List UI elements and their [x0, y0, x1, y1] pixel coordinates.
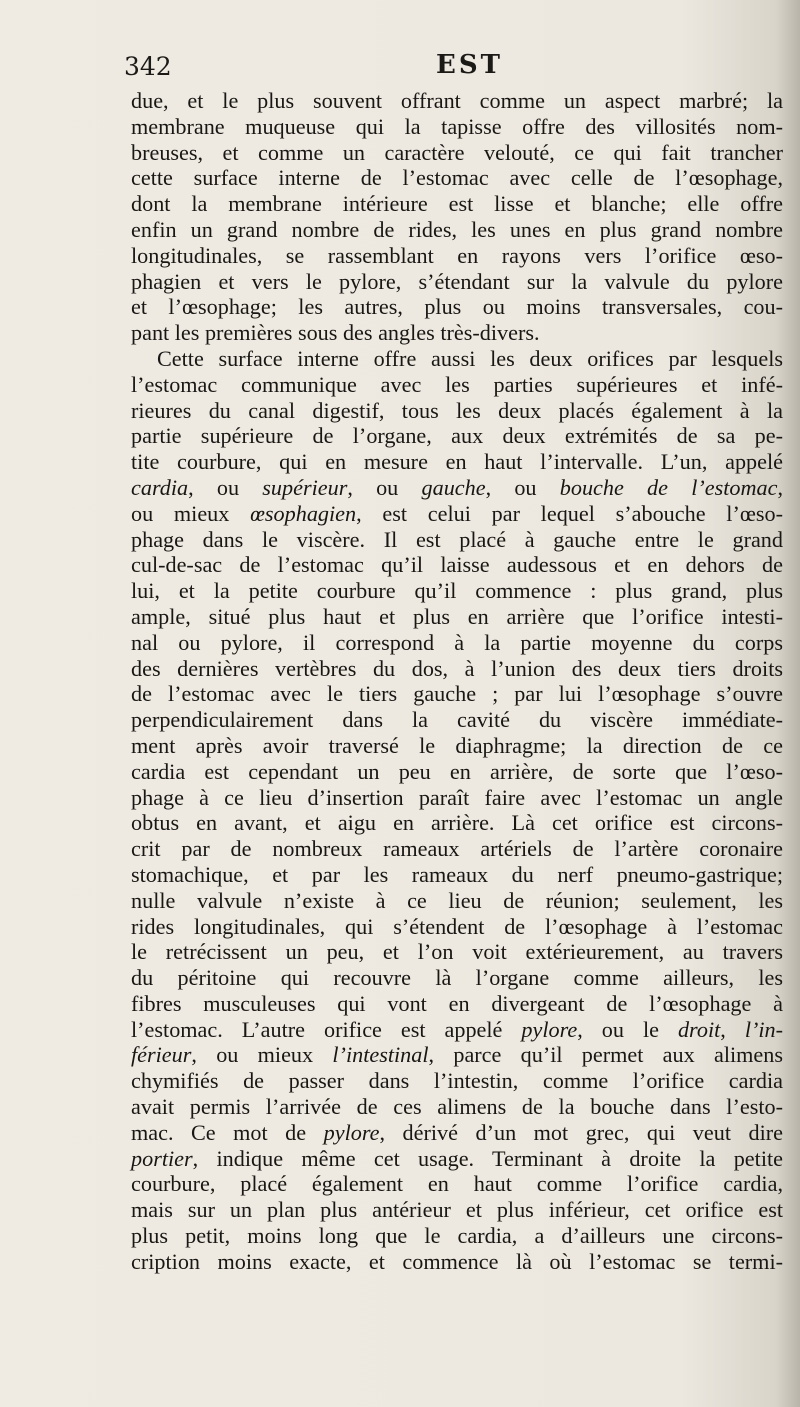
text-run: stomachique, et par les rameaux du nerf pneumo-gastrique;: [131, 861, 783, 887]
text-line: [131, 939, 783, 965]
text-line: [131, 1068, 783, 1094]
text-run: ample, situé plus haut et plus en arrière que l’orifice intesti-: [131, 603, 783, 629]
text-run: ou mieux: [131, 500, 251, 526]
text-line: [131, 1094, 783, 1120]
italic-term: l’in-: [744, 1016, 784, 1042]
text-run: dont la membrane intérieure est lisse et blanche; elle offre: [131, 191, 783, 217]
text-line: [131, 1197, 783, 1223]
text-run: breuses, et comme un caractère velouté, ce qui fait trancher: [131, 139, 783, 165]
text-run: avait permis l’arrivée de ces alimens de la bouche dans l’esto-: [131, 1094, 783, 1120]
text-line: [131, 810, 783, 836]
italic-term: férieur: [131, 1042, 192, 1068]
text-line: [131, 88, 783, 114]
text-run: , dérivé d’un mot grec, qui veut dire: [379, 1119, 783, 1145]
text-line: [131, 501, 783, 527]
text-run: cardia est cependant un peu en arrière, de sorte que l’œso-: [131, 758, 783, 784]
text-line: [131, 243, 783, 269]
text-line: [131, 294, 783, 320]
text-run: , indique même cet usage. Terminant à droite la petite: [192, 1145, 783, 1171]
page-header: [0, 50, 800, 84]
text-line: [131, 423, 783, 449]
text-run: , ou le: [577, 1016, 678, 1042]
text-run: , ou: [485, 474, 560, 500]
text-line: [131, 604, 783, 630]
text-line: [131, 681, 783, 707]
italic-term: supérieur: [262, 474, 348, 500]
text-line: [131, 1249, 783, 1275]
text-line: [131, 114, 783, 140]
text-run: plus petit, moins long que le cardia, a d’ailleurs une circons-: [131, 1223, 783, 1249]
italic-term: pylore: [323, 1119, 380, 1145]
italic-term: œsophagien: [250, 500, 357, 526]
text-run: courbure, placé également en haut comme l’orifice cardia,: [131, 1171, 783, 1197]
text-run: , ou: [188, 474, 263, 500]
italic-term: pylore: [521, 1016, 578, 1042]
page-number: 342: [124, 52, 172, 81]
text-line: [131, 1223, 783, 1249]
text-line: [131, 785, 783, 811]
italic-term: droit: [677, 1016, 721, 1042]
text-run: nulle valvule n’existe à ce lieu de réunion; seulement, les: [131, 887, 783, 913]
text-run: Cette surface interne offre aussi les deux orifices par lesquels: [157, 345, 783, 371]
text-run: lui, et la petite courbure qu’il commence : plus grand, plus: [131, 578, 783, 604]
text-line: [131, 449, 783, 475]
text-run: cette surface interne de l’estomac avec celle de l’œsophage,: [131, 165, 783, 191]
text-run: chymifiés de passer dans l’intestin, comme l’orifice cardia: [131, 1068, 783, 1094]
text-run: rieures du canal digestif, tous les deux placés également à la: [131, 397, 783, 423]
text-line: [131, 1171, 783, 1197]
text-line: [131, 346, 783, 372]
text-run: longitudinales, se rassemblant en rayons vers l’orifice œso-: [131, 242, 783, 268]
page-body-text: [131, 88, 783, 1275]
italic-term: bouche de l’estomac: [559, 474, 778, 500]
text-run: obtus en avant, et aigu en arrière. Là cet orifice est circons-: [131, 810, 783, 836]
text-run: phage dans le viscère. Il est placé à gauche entre le grand: [131, 526, 783, 552]
italic-term: cardia: [131, 474, 189, 500]
text-run: , parce qu’il permet aux alimens: [428, 1042, 783, 1068]
text-line: [131, 991, 783, 1017]
text-line: [131, 888, 783, 914]
text-line: [131, 191, 783, 217]
text-line: [131, 733, 783, 759]
italic-term: l’intestinal: [332, 1042, 429, 1068]
text-run: , ou: [347, 474, 422, 500]
text-run: phagien et vers le pylore, s’étendant sur la valvule du pylore: [131, 268, 783, 294]
text-line: [131, 707, 783, 733]
text-run: , est celui par lequel s’abouche l’œso-: [356, 500, 783, 526]
text-run: , ou mieux: [191, 1042, 333, 1068]
text-run: phage à ce lieu d’insertion paraît faire avec l’estomac un angle: [131, 784, 783, 810]
text-line: [131, 578, 783, 604]
text-line: [131, 165, 783, 191]
text-run: des dernières vertèbres du dos, à l’union des deux tiers droits: [131, 655, 783, 681]
text-run: due, et le plus souvent offrant comme un aspect marbré; la: [131, 88, 783, 113]
text-line: [131, 552, 783, 578]
text-line: [131, 320, 783, 346]
text-run: et l’œsophage; les autres, plus ou moins transversales, cou-: [131, 294, 783, 320]
text-line: [131, 140, 783, 166]
text-line: [131, 656, 783, 682]
text-run: membrane muqueuse qui la tapisse offre des villosités nom-: [131, 113, 783, 139]
text-run: mais sur un plan plus antérieur et plus inférieur, cet orifice est: [131, 1197, 783, 1223]
text-line: [131, 1120, 783, 1146]
text-run: partie supérieure de l’organe, aux deux extrémités de sa pe-: [131, 423, 783, 449]
text-run: le retrécissent un peu, et l’on voit extérieurement, au travers: [131, 939, 783, 965]
text-run: ,: [720, 1016, 745, 1042]
text-run: perpendiculairement dans la cavité du viscère immédiate-: [131, 707, 783, 733]
text-line: [131, 372, 783, 398]
text-run: cription moins exacte, et commence là où l’estomac se termi-: [131, 1248, 783, 1274]
text-line: [131, 965, 783, 991]
text-run: l’estomac communique avec les parties supérieures et infé-: [131, 371, 783, 397]
text-run: du péritoine qui recouvre là l’organe comme ailleurs, les: [131, 965, 783, 991]
text-run: pant les premières sous des angles très-divers.: [131, 320, 540, 346]
text-line: [131, 862, 783, 888]
text-run: mac. Ce mot de: [131, 1119, 324, 1145]
text-run: fibres musculeuses qui vont en divergeant de l’œsophage à: [131, 990, 783, 1016]
text-line: [131, 1042, 783, 1068]
text-run: rides longitudinales, qui s’étendent de l’œsophage à l’estomac: [131, 913, 783, 939]
text-line: [131, 269, 783, 295]
italic-term: portier: [131, 1145, 193, 1171]
text-run: de l’estomac avec le tiers gauche ; par lui l’œsophage s’ouvre: [131, 681, 783, 707]
text-run: enfin un grand nombre de rides, les unes en plus grand nombre: [131, 216, 783, 242]
text-line: [131, 527, 783, 553]
text-line: [131, 398, 783, 424]
running-head: EST: [436, 50, 503, 80]
text-line: [131, 475, 783, 501]
text-run: crit par de nombreux rameaux artériels de l’artère coronaire: [131, 836, 783, 862]
text-line: [131, 836, 783, 862]
text-line: [131, 630, 783, 656]
text-run: ,: [777, 474, 784, 500]
text-run: cul-de-sac de l’estomac qu’il laisse audessous et en dehors de: [131, 552, 783, 578]
italic-term: gauche: [421, 474, 486, 500]
text-line: [131, 759, 783, 785]
text-line: [131, 1017, 783, 1043]
text-line: [131, 914, 783, 940]
text-run: l’estomac. L’autre orifice est appelé: [131, 1016, 522, 1042]
text-run: ment après avoir traversé le diaphragme; la direction de ce: [131, 732, 783, 758]
text-run: tite courbure, qui en mesure en haut l’intervalle. L’un, appelé: [131, 449, 783, 475]
text-run: nal ou pylore, il correspond à la partie moyenne du corps: [131, 629, 783, 655]
text-line: [131, 217, 783, 243]
text-line: [131, 1146, 783, 1172]
